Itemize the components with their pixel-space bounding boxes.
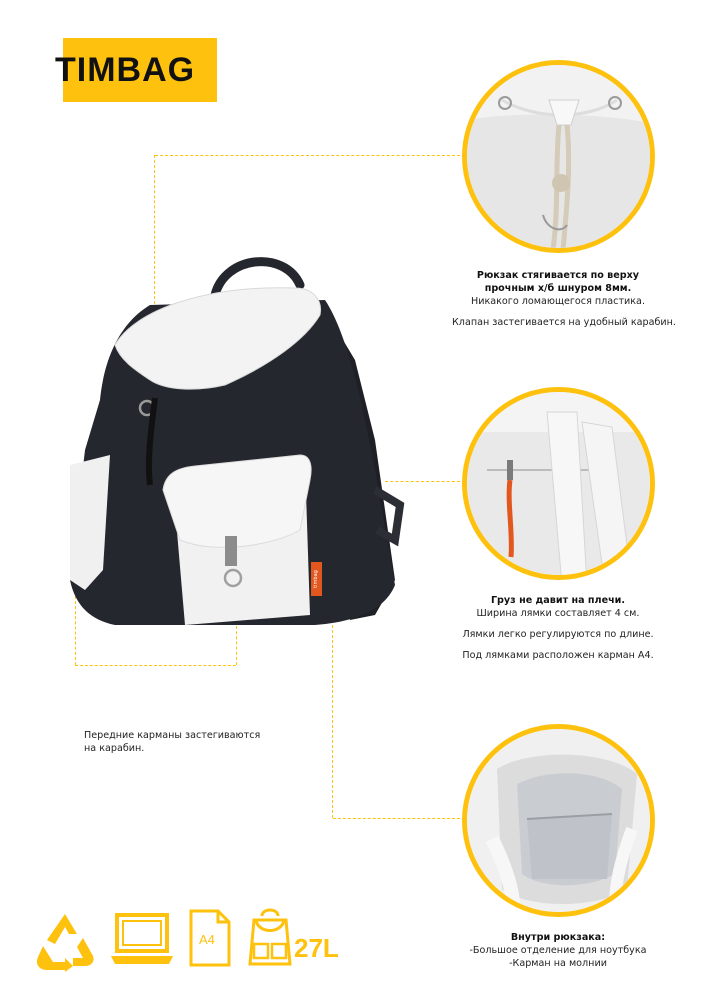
feature-title: Груз не давит на плечи. bbox=[490, 595, 626, 606]
backpack-image bbox=[55, 240, 415, 640]
feature-line: -Большое отделение для ноутбука bbox=[469, 945, 647, 956]
feature-line: Под лямками расположен карман А4. bbox=[462, 650, 654, 661]
leader-line-top bbox=[155, 155, 460, 156]
feature-title: Рюкзак стягивается по верху прочным х/б шнуром 8мм. bbox=[476, 270, 640, 294]
detail-circle-inside bbox=[462, 724, 655, 917]
feature-caption-inside bbox=[452, 931, 664, 970]
feature-caption-straps bbox=[452, 594, 664, 662]
detail-circle-drawstring bbox=[462, 60, 655, 253]
front-pocket-note bbox=[84, 729, 260, 755]
leader-line-bottom bbox=[333, 818, 460, 819]
detail-circle-straps bbox=[462, 387, 655, 580]
bag-brand-label: timbag bbox=[313, 570, 319, 588]
drawstring-detail-image bbox=[467, 65, 655, 253]
recycle-icon bbox=[33, 910, 97, 972]
feature-line: -Карман на молнии bbox=[509, 958, 607, 969]
feature-line: Никакого ломающегося пластика. bbox=[471, 296, 645, 307]
leader-line-bottom-up bbox=[332, 610, 333, 818]
front-note-line: на карабин. bbox=[84, 743, 145, 754]
volume-label: 27L bbox=[294, 933, 339, 963]
inside-detail-image bbox=[467, 729, 655, 917]
straps-detail-image bbox=[467, 392, 655, 580]
front-note-line: Передние карманы застегиваются bbox=[84, 730, 261, 741]
feature-line: Ширина лямки составляет 4 см. bbox=[476, 608, 640, 619]
feature-line: Лямки легко регулируются по длине. bbox=[462, 629, 654, 640]
a4-label: A4 bbox=[199, 932, 215, 947]
feature-line: Клапан застегивается на удобный карабин. bbox=[452, 317, 676, 328]
leader-line-front bbox=[75, 665, 236, 666]
laptop-icon bbox=[109, 912, 175, 968]
backpack-volume-icon bbox=[246, 906, 294, 968]
feature-caption-drawstring bbox=[452, 269, 676, 329]
feature-title: Внутри рюкзака: bbox=[510, 932, 606, 943]
brand-logo: TIMBAG bbox=[55, 51, 196, 89]
